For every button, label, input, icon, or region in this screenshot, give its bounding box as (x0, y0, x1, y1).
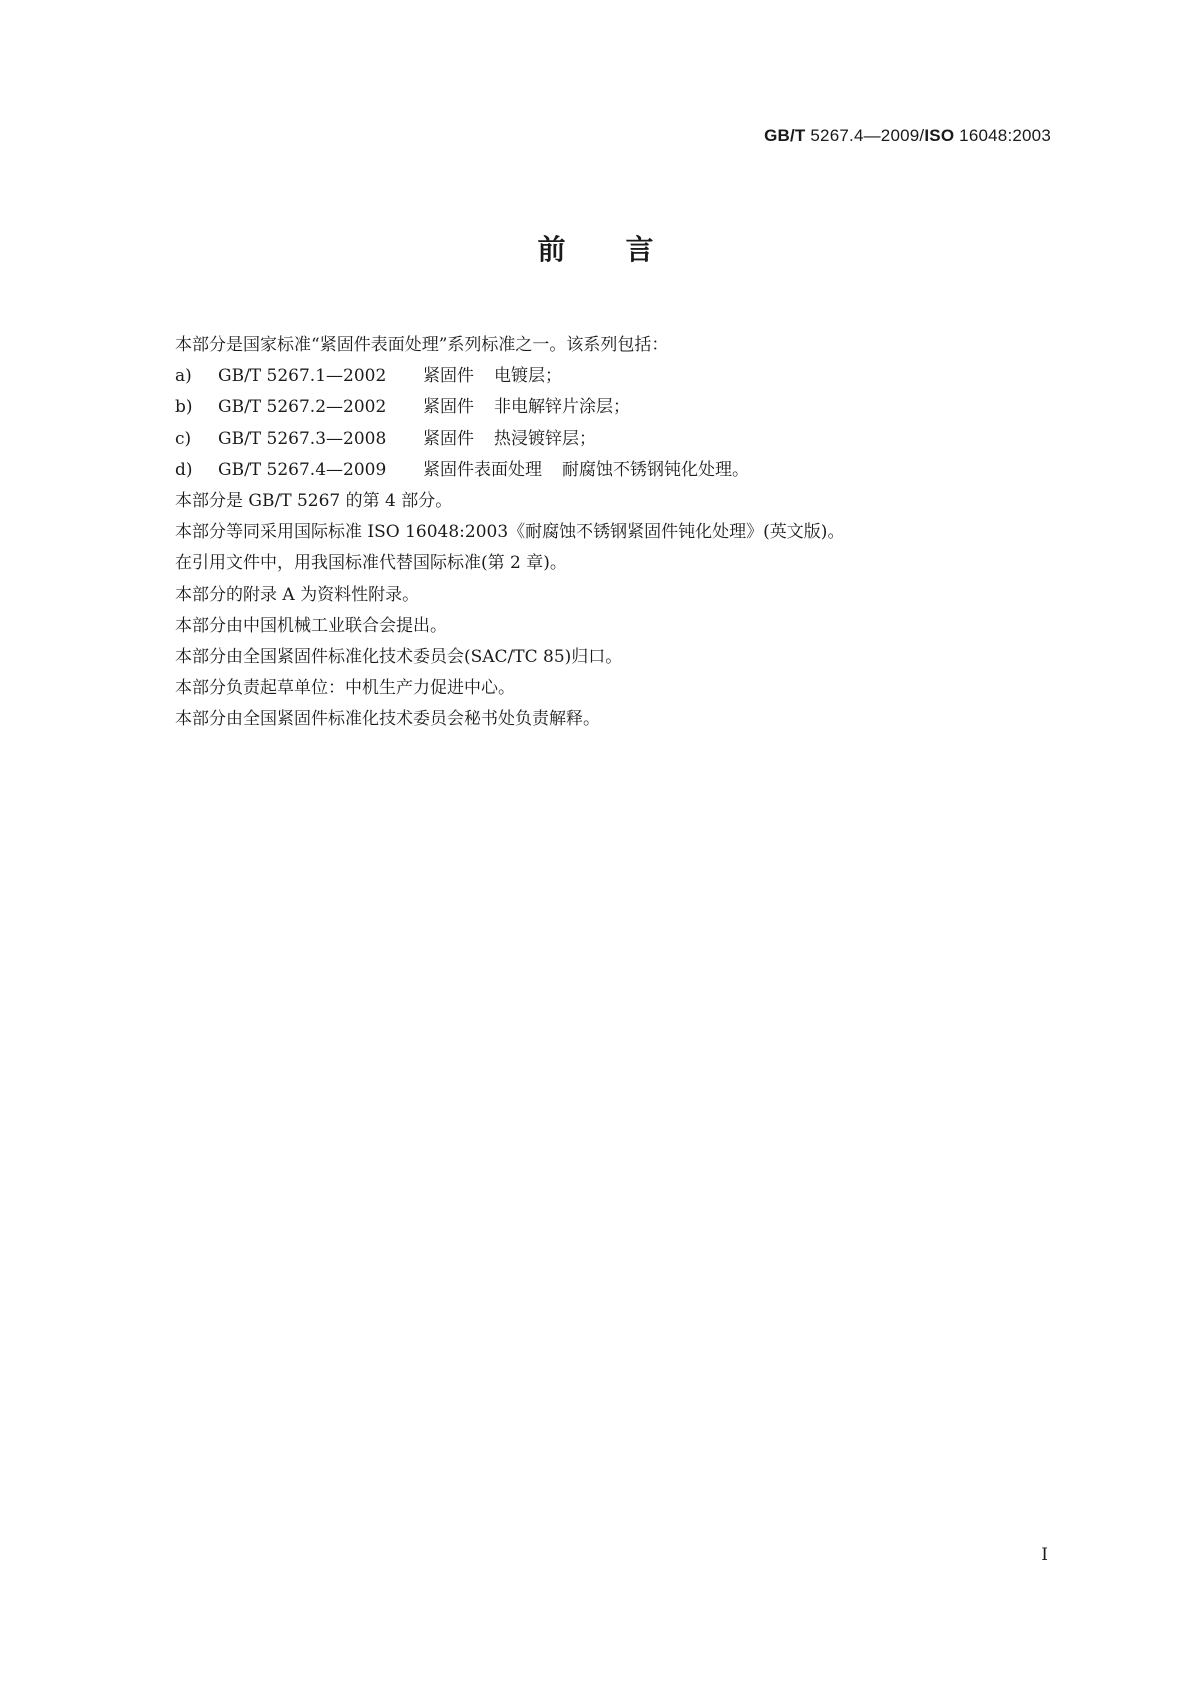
item-part-b: 电镀层； (494, 366, 562, 387)
item-part-a: 紧固件 (423, 397, 474, 418)
iso-prefix: ISO (924, 126, 955, 145)
paragraph: 本部分负责起草单位：中机生产力促进中心。 (175, 678, 515, 699)
item-part-a: 紧固件 (423, 428, 474, 449)
std-number: 5267.4—2009/ (805, 126, 925, 145)
paragraph: 本部分由全国紧固件标准化技术委员会秘书处负责解释。 (175, 709, 600, 730)
paragraph: 在引用文件中，用我国标准代替国际标准(第 2 章)。 (175, 553, 567, 574)
series-item (175, 361, 1075, 392)
paragraph: 本部分的附录 A 为资料性附录。 (175, 584, 420, 605)
page-title: 前言 (537, 233, 714, 266)
paragraph: 本部分是 GB/T 5267 的第 4 部分。 (175, 491, 453, 512)
paragraph: 本部分由全国紧固件标准化技术委员会(SAC/TC 85)归口。 (175, 647, 623, 668)
item-marker: b) (175, 397, 193, 418)
item-part-b: 热浸镀锌层； (494, 428, 596, 449)
paragraph: 本部分等同采用国际标准 ISO 16048:2003《耐腐蚀不锈钢紧固件钝化处理》(英文版)。 (175, 522, 845, 543)
item-marker: d) (175, 459, 193, 480)
series-item (175, 455, 1075, 486)
item-marker: a) (175, 366, 192, 387)
item-part-a: 紧固件 (423, 366, 474, 387)
standard-number-header (764, 126, 1051, 146)
item-standard-code: GB/T 5267.1—2002 (218, 366, 387, 387)
foreword-body (175, 330, 1075, 736)
intro-paragraph: 本部分是国家标准“紧固件表面处理”系列标准之一。该系列包括： (175, 335, 669, 355)
paragraph: 本部分由中国机械工业联合会提出。 (175, 615, 447, 636)
item-standard-code: GB/T 5267.2—2002 (218, 397, 387, 418)
item-part-b: 耐腐蚀不锈钢钝化处理。 (562, 459, 749, 480)
item-marker: c) (175, 428, 192, 449)
item-standard-code: GB/T 5267.4—2009 (218, 459, 387, 480)
item-part-a: 紧固件表面处理 (423, 459, 542, 480)
series-item (175, 424, 1075, 455)
item-standard-code: GB/T 5267.3—2008 (218, 428, 387, 449)
std-prefix: GB/T (764, 126, 806, 145)
iso-number: 16048:2003 (954, 126, 1051, 145)
page-number: I (1041, 1545, 1048, 1565)
item-part-b: 非电解锌片涂层； (494, 397, 630, 418)
series-item (175, 392, 1075, 423)
